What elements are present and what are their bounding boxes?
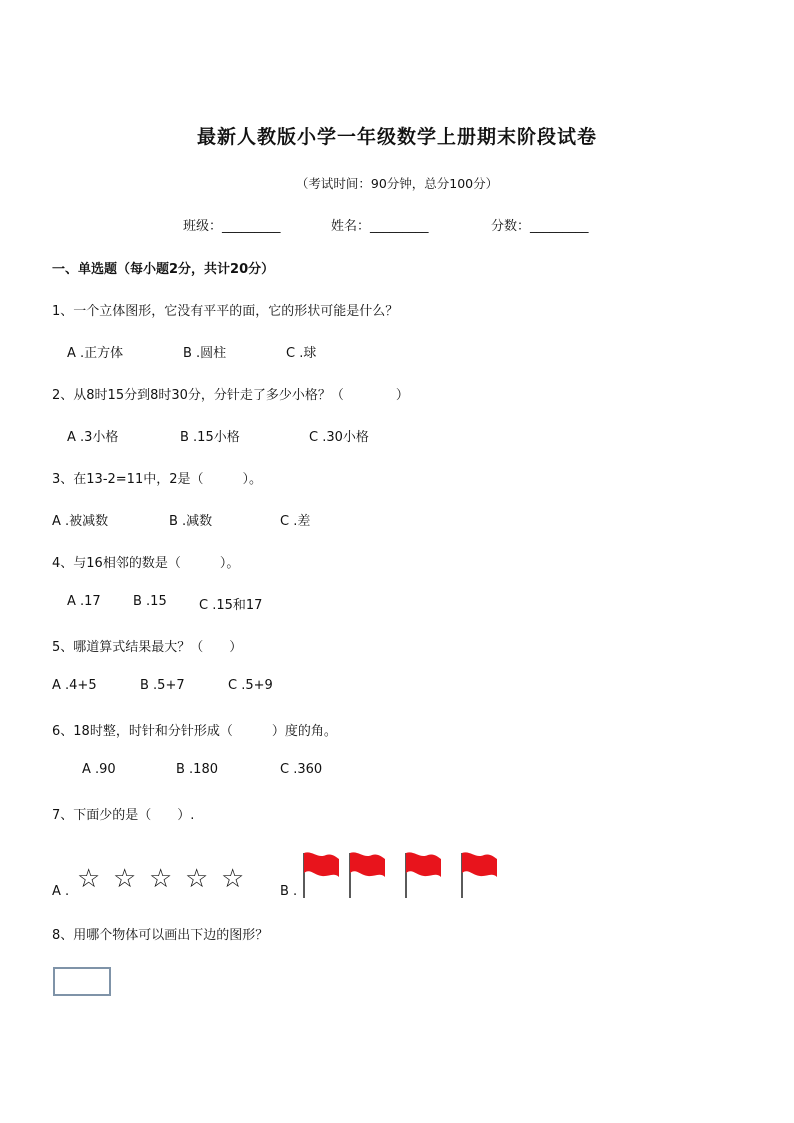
- star-icon: ☆: [185, 864, 209, 894]
- name-field: 姓名：_________: [331, 219, 429, 234]
- q1-option-a: A .正方体: [67, 346, 124, 361]
- q6-option-c: C .360: [280, 762, 323, 777]
- q3-option-c: C .差: [280, 514, 311, 529]
- class-field: 班级：_________: [183, 219, 281, 234]
- q6-option-b: B .180: [176, 762, 218, 777]
- q4-option-c: C .15和17: [199, 598, 263, 613]
- q5-option-a: A .4+5: [52, 678, 97, 693]
- q1-option-c: C .球: [286, 346, 317, 361]
- red-flag-icon: [346, 851, 388, 899]
- q2-option-b: B .15小格: [180, 430, 240, 445]
- exam-info: （考试时间：90分钟，总分100分）: [295, 176, 499, 191]
- red-flag-icon: [458, 851, 500, 899]
- q3-option-a: A .被减数: [52, 514, 109, 529]
- star-icon: ☆: [77, 864, 101, 894]
- star-icon: ☆: [221, 864, 245, 894]
- q6-option-a: A .90: [82, 762, 116, 777]
- question-1: 1、一个立体图形，它没有平平的面，它的形状可能是什么？: [52, 304, 399, 319]
- q1-option-b: B .圆柱: [183, 346, 227, 361]
- red-flag-icon: [402, 851, 444, 899]
- question-2: 2、从8时15分到8时30分，分针走了多少小格？（ ）: [52, 388, 409, 403]
- q7-option-a: A .: [52, 884, 70, 899]
- q5-option-c: C .5+9: [228, 678, 273, 693]
- star-icon: ☆: [113, 864, 137, 894]
- page-title: 最新人教版小学一年级数学上册期末阶段试卷: [196, 126, 597, 148]
- question-7: 7、下面少的是（ ）.: [52, 808, 195, 823]
- score-field: 分数：_________: [491, 219, 589, 234]
- q2-option-c: C .30小格: [309, 430, 369, 445]
- q4-option-a: A .17: [67, 594, 101, 609]
- q4-option-b: B .15: [133, 594, 167, 609]
- question-5: 5、哪道算式结果最大？（ ）: [52, 640, 243, 655]
- q7-option-b: B .: [280, 884, 298, 899]
- star-icon: ☆: [149, 864, 173, 894]
- question-8: 8、用哪个物体可以画出下边的图形？: [52, 928, 269, 943]
- question-3: 3、在13-2=11中，2是（ ）。: [52, 472, 262, 487]
- question-6: 6、18时整，时针和分针形成（ ）度的角。: [52, 724, 337, 739]
- question-4: 4、与16相邻的数是（ ）。: [52, 556, 240, 571]
- q5-option-b: B .5+7: [140, 678, 185, 693]
- q3-option-b: B .减数: [169, 514, 213, 529]
- rectangle-figure: [53, 967, 111, 996]
- red-flag-icon: [300, 851, 342, 899]
- q2-option-a: A .3小格: [67, 430, 119, 445]
- section-heading: 一、单选题（每小题2分，共计20分）: [52, 262, 275, 277]
